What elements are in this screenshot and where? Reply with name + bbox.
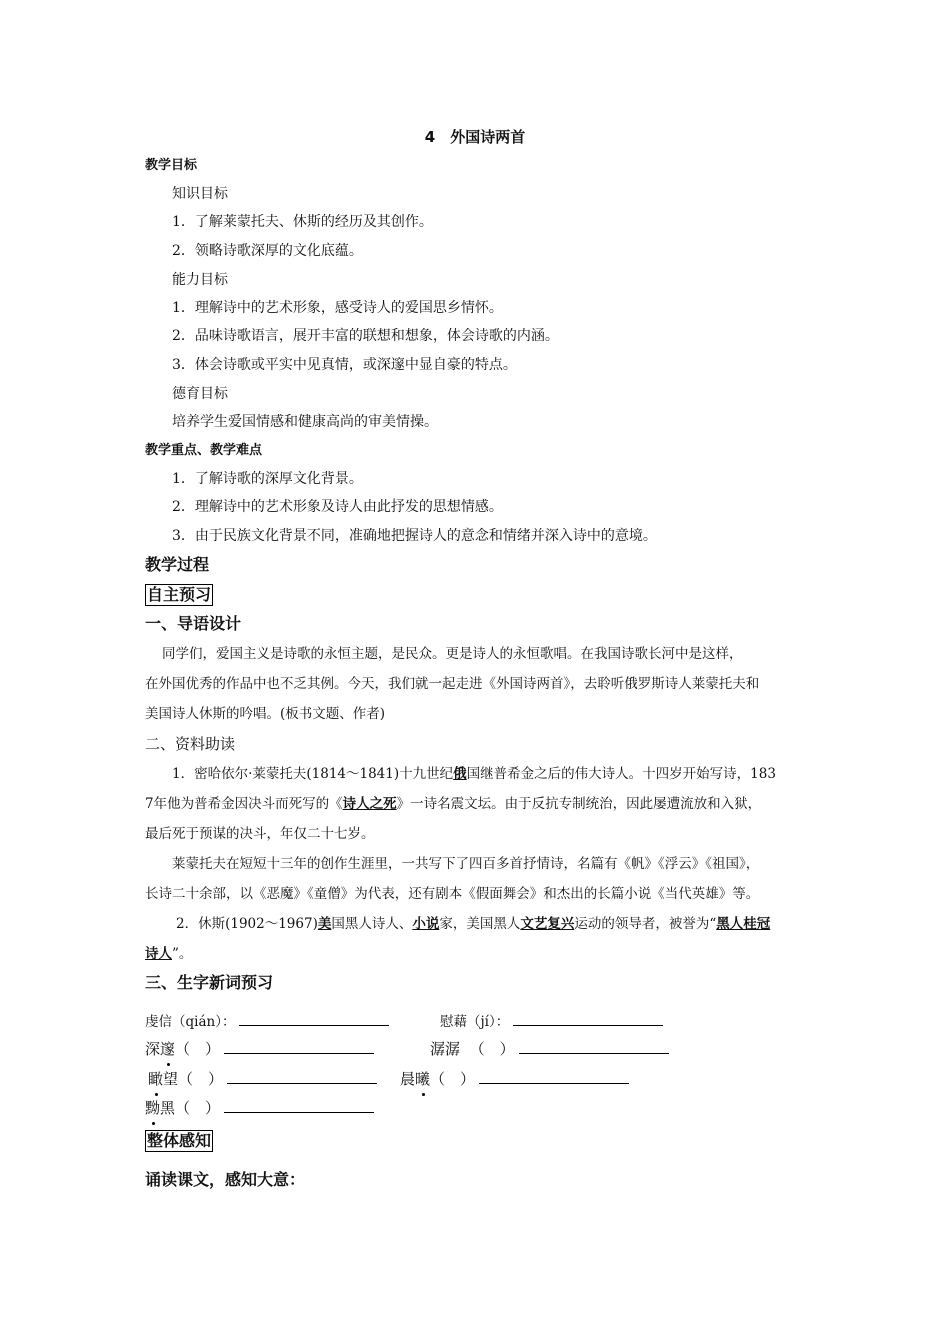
- text-run: 2．休斯(1902～1967): [176, 916, 318, 932]
- link-text[interactable]: 诗人: [145, 946, 172, 962]
- hughes-para: [176, 914, 770, 934]
- overall-box-label: 整体感知: [147, 1131, 212, 1150]
- ability-item: 3．体会诗歌或平实中见真情，或深邃中显自豪的特点。: [172, 357, 517, 373]
- ability-label: 能力目标: [172, 272, 228, 288]
- vocab-char: 晨: [400, 1070, 416, 1088]
- ability-item: 2．品味诗歌语言，展开丰富的联想和想象，体会诗歌的内涵。: [172, 328, 559, 344]
- text-run: 国黑人诗人、: [331, 916, 413, 932]
- knowledge-item: 2．领略诗歌深厚的文化底蕴。: [172, 243, 363, 259]
- vocab-word: 潺潺: [430, 1040, 461, 1058]
- vocab-item: [400, 1068, 629, 1090]
- text-run: 国继普希金之后的伟大诗人。十四岁开始写诗，183: [466, 766, 776, 782]
- text-run: 家，美国黑人: [439, 916, 521, 932]
- vocab-word: 慰藉（jí）：: [440, 1014, 510, 1030]
- vocab-char-dotted: 曦: [415, 1070, 431, 1088]
- vocab-parens: （ ）: [430, 1070, 476, 1088]
- moral-item: 培养学生爱国情感和健康高尚的审美情操。: [172, 414, 438, 430]
- preview-box-label: 自主预习: [147, 585, 212, 604]
- section-2-heading: 二、资料助读: [145, 735, 236, 753]
- process-heading: 教学过程: [145, 555, 210, 574]
- vocab-char-dotted: 瞰: [148, 1070, 164, 1088]
- vocab-item: [440, 1011, 663, 1033]
- vocab-word: 虔信（qián）：: [145, 1014, 236, 1030]
- answer-blank[interactable]: [479, 1069, 629, 1084]
- vocab-char-dotted: 邃: [160, 1040, 176, 1058]
- recite-instruction: 诵读课文，感知大意：: [145, 1170, 306, 1189]
- answer-blank[interactable]: [519, 1039, 669, 1054]
- vocab-item: [145, 1011, 389, 1033]
- knowledge-item: 1．了解莱蒙托夫、休斯的经历及其创作。: [172, 214, 433, 230]
- text-run: 1．密哈依尔·莱蒙托夫(1814～1841)十九世纪: [172, 766, 454, 782]
- key-point-item: 3．由于民族文化背景不同，准确地把握诗人的意念和情绪并深入诗中的意境。: [172, 528, 657, 544]
- text-run: 运动的领导者，被誉为“: [574, 916, 717, 932]
- vocab-item: [430, 1038, 669, 1060]
- answer-blank[interactable]: [513, 1011, 663, 1026]
- lermontov-para: 最后死于预谋的决斗，年仅二十七岁。: [145, 826, 375, 842]
- text-run: 7年他为普希金因决斗而死写的《: [145, 796, 343, 812]
- answer-blank[interactable]: [239, 1011, 389, 1026]
- lermontov-works-para: 长诗二十余部，以《恶魔》《童僧》为代表，还有剧本《假面舞会》和杰出的长篇小说《当代英雄》等。: [145, 886, 760, 902]
- key-points-heading: 教学重点、教学难点: [145, 443, 263, 458]
- vocab-item: [145, 1038, 374, 1060]
- ability-item: 1．理解诗中的艺术形象，感受诗人的爱国思乡情怀。: [172, 300, 503, 316]
- link-text[interactable]: 黑人桂冠: [716, 916, 771, 932]
- text-run: ”。: [172, 946, 193, 962]
- key-point-item: 2．理解诗中的艺术形象及诗人由此抒发的思想情感。: [172, 499, 503, 515]
- vocab-item: [145, 1097, 374, 1119]
- vocab-char-dotted: 黝: [145, 1099, 161, 1117]
- section-3-heading: 三、生字新词预习: [145, 973, 274, 992]
- link-text[interactable]: 小说: [412, 916, 440, 932]
- answer-blank[interactable]: [224, 1098, 374, 1113]
- preview-box: [145, 584, 213, 606]
- intro-line: 美国诗人休斯的吟唱。(板书文题、作者): [145, 706, 386, 722]
- vocab-char: 望（ ）: [163, 1070, 224, 1088]
- page-title: 4 外国诗两首: [424, 128, 526, 146]
- link-text[interactable]: 诗人之死: [342, 796, 397, 812]
- intro-line: 同学们，爱国主义是诗歌的永恒主题，是民众。更是诗人的永恒歌唱。在我国诗歌长河中是这样，: [162, 646, 743, 662]
- lermontov-para: [172, 764, 776, 784]
- lermontov-para: [145, 794, 761, 814]
- vocab-char: 黑（ ）: [160, 1099, 221, 1117]
- section-1-heading: 一、导语设计: [145, 614, 242, 633]
- key-point-item: 1．了解诗歌的深厚文化背景。: [172, 471, 363, 487]
- text-run: 》一诗名震文坛。由于反抗专制统治，因此屡遭流放和入狱，: [396, 796, 762, 812]
- answer-blank[interactable]: [227, 1069, 377, 1084]
- vocab-parens: （ ）: [175, 1040, 221, 1058]
- lermontov-works-para: 莱蒙托夫在短短十三年的创作生涯里，一共写下了四百多首抒情诗，名篇有《帆》《浮云》《祖国》，: [172, 856, 760, 872]
- vocab-char: 深: [145, 1040, 161, 1058]
- knowledge-label: 知识目标: [172, 186, 228, 202]
- intro-line: 在外国优秀的作品中也不乏其例。今天，我们就一起走进《外国诗两首》，去聆听俄罗斯诗人莱蒙托夫和: [145, 676, 760, 692]
- link-text[interactable]: 美: [317, 916, 332, 932]
- answer-blank[interactable]: [224, 1039, 374, 1054]
- link-text[interactable]: 俄: [453, 766, 467, 782]
- overall-box: [145, 1130, 213, 1152]
- moral-label: 德育目标: [172, 386, 228, 402]
- vocab-parens: （ ）: [469, 1040, 515, 1058]
- vocab-item: [148, 1068, 377, 1090]
- link-text[interactable]: 文艺复兴: [520, 916, 575, 932]
- hughes-para: [145, 944, 192, 964]
- goals-heading: 教学目标: [145, 158, 198, 173]
